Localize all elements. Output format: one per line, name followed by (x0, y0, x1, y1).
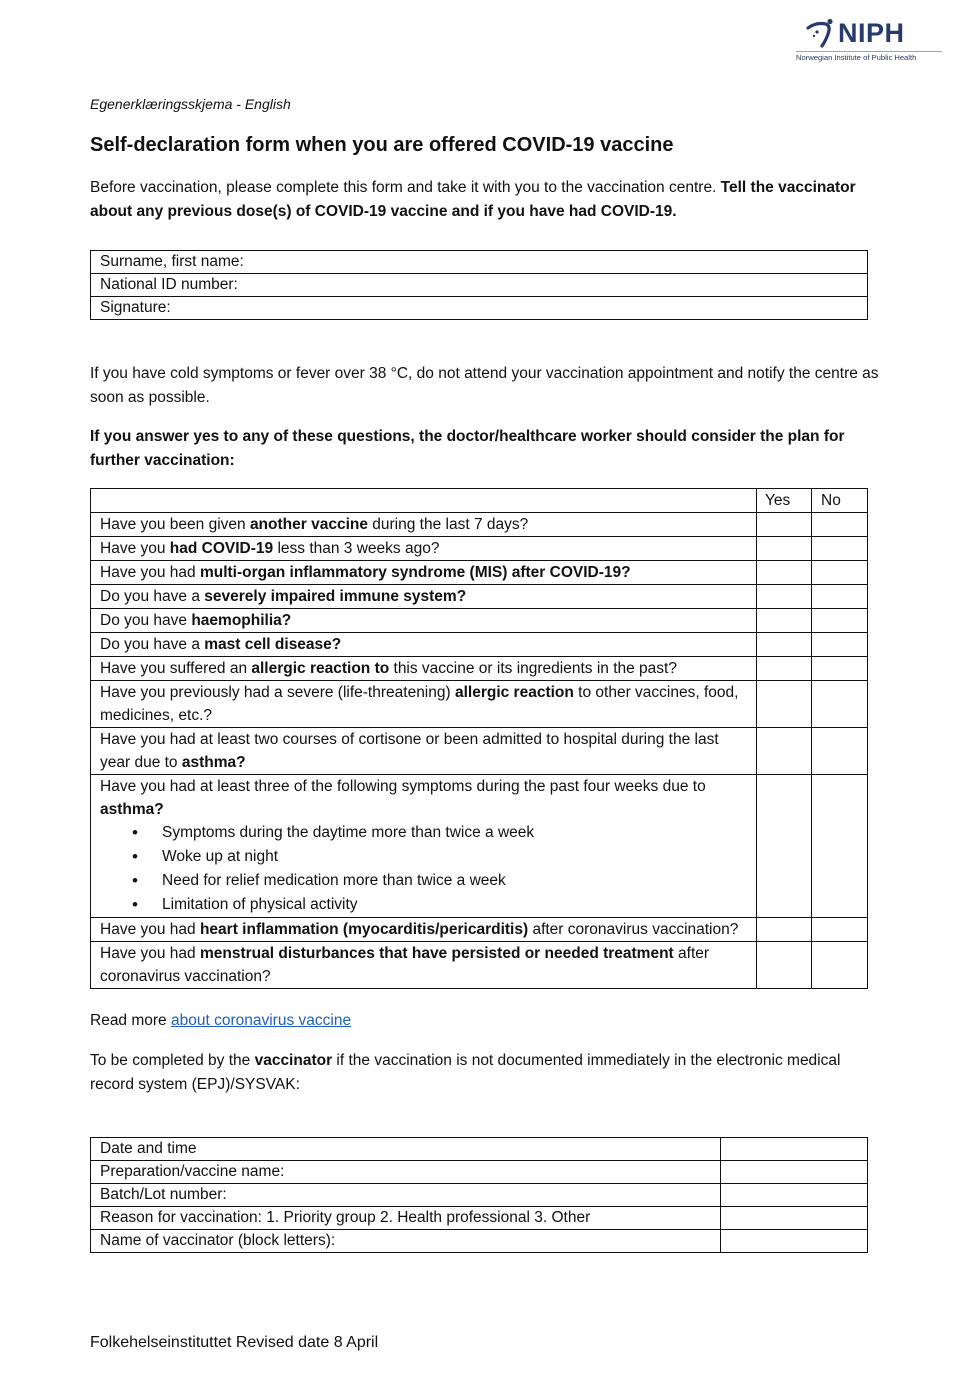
niph-logo (796, 14, 946, 66)
field-label[interactable]: Surname, first name: (91, 251, 868, 274)
field-label: Date and time (91, 1138, 721, 1161)
question-text: Have you suffered an allergic reaction to this vaccine or its ingredients in the past? (91, 657, 757, 681)
vaccinator-note: To be completed by the vaccinator if the vaccination is not documented immediately in the electronic medical record system (EPJ)/SYSVAK: (90, 1052, 841, 1093)
table-row[interactable] (91, 251, 868, 274)
field-value[interactable] (721, 1161, 868, 1184)
table-row (91, 728, 868, 775)
footer-text: Folkehelseinstituttet Revised date 8 April (90, 1334, 379, 1351)
table-row (91, 1184, 868, 1207)
table-row (91, 585, 868, 609)
field-value[interactable] (721, 1230, 868, 1253)
page-title: Self-declaration form when you are offered COVID-19 vaccine (90, 134, 674, 156)
table-row (91, 775, 868, 918)
table-row (91, 609, 868, 633)
intro-emphasis: Tell the vaccinator about any previous dose(s) of COVID-19 vaccine and if you have had COVID-19. (90, 179, 856, 220)
table-row (91, 657, 868, 681)
yes-checkbox[interactable] (757, 681, 812, 728)
field-value[interactable] (721, 1138, 868, 1161)
header-yes: Yes (757, 489, 812, 513)
logo-subtext: Norwegian Institute of Public Health (796, 53, 917, 62)
question-text: Have you had COVID-19 less than 3 weeks ago? (91, 537, 757, 561)
list-item: • Symptoms during the daytime more than twice a week (162, 821, 747, 845)
asthma-symptom-list (100, 821, 747, 917)
no-checkbox[interactable] (812, 681, 868, 728)
question-text: Have you had at least three of the following symptoms during the past four weeks due to asthma? • Symptoms during the daytime more than twice a week • Woke up at night • Need for relief medication more than twice a week • Limitation of physical activity (91, 775, 757, 918)
personal-info-table (90, 250, 868, 320)
table-row (91, 942, 868, 989)
table-row (91, 537, 868, 561)
table-row (91, 918, 868, 942)
no-checkbox[interactable] (812, 585, 868, 609)
answer-yes-notice: If you answer yes to any of these questions, the doctor/healthcare worker should consider the plan for further vaccination: (90, 428, 845, 469)
no-checkbox[interactable] (812, 918, 868, 942)
yes-checkbox[interactable] (757, 633, 812, 657)
table-row (91, 1230, 868, 1253)
table-row (91, 681, 868, 728)
yes-checkbox[interactable] (757, 657, 812, 681)
table-row (91, 633, 868, 657)
question-text: Have you been given another vaccine during the last 7 days? (91, 513, 757, 537)
question-text: Have you had multi-organ inflammatory syndrome (MIS) after COVID-19? (91, 561, 757, 585)
coronavirus-vaccine-link[interactable]: about coronavirus vaccine (170, 1012, 352, 1029)
table-row (91, 513, 868, 537)
no-checkbox[interactable] (812, 561, 868, 585)
no-checkbox[interactable] (812, 513, 868, 537)
read-more (90, 1012, 351, 1030)
list-item: • Limitation of physical activity (162, 893, 747, 917)
table-row (91, 1138, 868, 1161)
form-language-label: Egenerklæringsskjema - English (90, 96, 291, 112)
question-text: Have you previously had a severe (life-threatening) allergic reaction to other vaccines, food, medicines, etc.? (91, 681, 757, 728)
no-checkbox[interactable] (812, 633, 868, 657)
field-value[interactable] (721, 1207, 868, 1230)
list-item: • Need for relief medication more than twice a week (162, 869, 747, 893)
yes-checkbox[interactable] (757, 609, 812, 633)
no-checkbox[interactable] (812, 942, 868, 989)
header-no: No (812, 489, 868, 513)
field-label: Name of vaccinator (block letters): (91, 1230, 721, 1253)
question-text: Do you have a mast cell disease? (91, 633, 757, 657)
no-checkbox[interactable] (812, 609, 868, 633)
field-label[interactable]: National ID number: (91, 274, 868, 297)
field-label: Preparation/vaccine name: (91, 1161, 721, 1184)
no-checkbox[interactable] (812, 728, 868, 775)
question-text: Have you had heart inflammation (myocarditis/pericarditis) after coronavirus vaccination? (91, 918, 757, 942)
yes-checkbox[interactable] (757, 513, 812, 537)
logo-wordmark: NIPH (838, 18, 905, 48)
question-text: Have you had at least two courses of cortisone or been admitted to hospital during the last year due to asthma? (91, 728, 757, 775)
header-blank-cell (91, 489, 757, 513)
no-checkbox[interactable] (812, 657, 868, 681)
table-row (91, 1207, 868, 1230)
intro-paragraph (90, 176, 880, 224)
table-row[interactable] (91, 274, 868, 297)
field-label: Batch/Lot number: (91, 1184, 721, 1207)
table-row (91, 1161, 868, 1184)
cold-symptoms-notice: If you have cold symptoms or fever over 38 °C, do not attend your vaccination appointment and notify the centre as soon as possible. (90, 365, 879, 406)
table-row (91, 561, 868, 585)
niph-figure-icon (806, 18, 836, 48)
yes-checkbox[interactable] (757, 585, 812, 609)
questions-table (90, 488, 868, 989)
intro-text: Before vaccination, please complete this form and take it with you to the vaccination centre. (90, 179, 721, 196)
yes-checkbox[interactable] (757, 942, 812, 989)
no-checkbox[interactable] (812, 537, 868, 561)
table-row[interactable] (91, 297, 868, 320)
table-header-row (91, 489, 868, 513)
logo-divider (796, 51, 942, 52)
read-more-prefix: Read more (90, 1012, 171, 1029)
vaccinator-table (90, 1137, 868, 1253)
question-text: Do you have a severely impaired immune system? (91, 585, 757, 609)
yes-checkbox[interactable] (757, 561, 812, 585)
list-item: • Woke up at night (162, 845, 747, 869)
question-text: Do you have haemophilia? (91, 609, 757, 633)
yes-checkbox[interactable] (757, 728, 812, 775)
yes-checkbox[interactable] (757, 775, 812, 918)
question-text: Have you had menstrual disturbances that have persisted or needed treatment after coronavirus vaccination? (91, 942, 757, 989)
yes-checkbox[interactable] (757, 918, 812, 942)
field-label[interactable]: Signature: (91, 297, 868, 320)
no-checkbox[interactable] (812, 775, 868, 918)
field-label: Reason for vaccination: 1. Priority group 2. Health professional 3. Other (91, 1207, 721, 1230)
yes-checkbox[interactable] (757, 537, 812, 561)
field-value[interactable] (721, 1184, 868, 1207)
